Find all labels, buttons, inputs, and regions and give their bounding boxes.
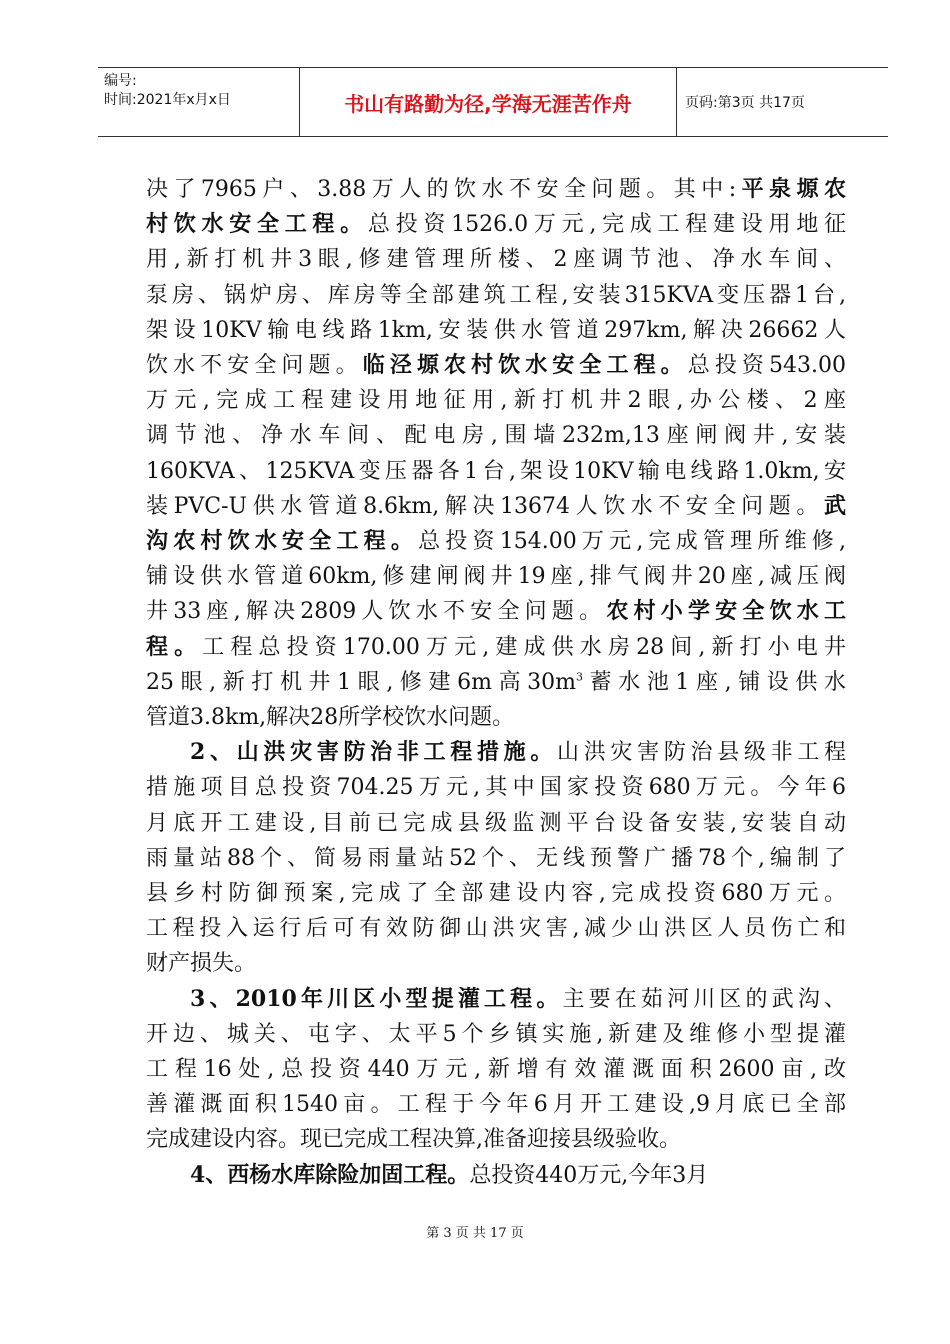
body-text-segment: 调节池、净水车间、配电房,围墙232m,13座闸阀井,安装: [146, 423, 846, 449]
body-text-segment: 完成建设内容。现已完成工程决算,准备迎接县级验收。: [146, 1127, 681, 1153]
bold-heading-text: 农村小学安全饮水工: [606, 598, 846, 625]
text-line: [146, 946, 846, 981]
body-text-segment: 用,新打机井3眼,修建管理所楼、2座调节池、净水车间、: [146, 247, 846, 273]
text-line: [146, 594, 846, 629]
text-line: [146, 278, 846, 313]
text-line: [146, 911, 846, 946]
body-text-segment: 主要在茹河川区的武沟、: [562, 986, 846, 1012]
text-line: [146, 1122, 846, 1157]
body-text-segment: 工程16处,总投资440万元,新增有效灌溉面积2600亩,改: [146, 1057, 846, 1083]
text-line: [146, 313, 846, 348]
body-text-segment: 总投资543.00: [687, 353, 846, 379]
bold-heading-text: 沟农村饮水安全工程。: [146, 528, 419, 555]
time-label: 时间:2021年x月x日: [104, 92, 231, 108]
text-line: [146, 841, 846, 876]
body-text-segment: 管道3.8km,解决28所学校饮水问题。: [146, 705, 515, 731]
text-line: [146, 1052, 846, 1087]
body-text-segment: 工程投入运行后可有效防御山洪灾害,减少山洪区人员伤亡和: [146, 916, 846, 942]
bold-heading-text: 临泾塬农村饮水安全工程。: [362, 352, 688, 379]
page-header: [98, 67, 888, 137]
bold-heading-text: 武: [823, 492, 846, 519]
body-text-segment: 泵房、锅炉房、库房等全部建筑工程,安装315KVA变压器1台,: [146, 282, 846, 308]
bold-heading-text: 4、西杨水库除险加固工程。: [190, 1161, 470, 1188]
text-line: [146, 982, 846, 1017]
body-text-segment: 月底开工建设,目前已完成县级监测平台设备安装,安装自动: [146, 810, 846, 836]
bold-heading-text: 程。: [146, 633, 203, 660]
body-text-segment: 蓄水池1座,铺设供水: [583, 669, 846, 695]
bold-heading-text: 村饮水安全工程。: [146, 211, 368, 238]
text-line: [146, 489, 846, 524]
text-line: [146, 418, 846, 453]
text-line: [146, 735, 846, 770]
body-text-segment: 3: [576, 670, 584, 684]
text-line: [146, 665, 846, 700]
text-line: [146, 454, 846, 489]
text-line: [146, 348, 846, 383]
text-line: [146, 1158, 846, 1193]
body-text-segment: 万元,完成工程建设用地征用,新打机井2眼,办公楼、2座: [146, 388, 846, 414]
body-text-segment: 措施项目总投资704.25万元,其中国家投资680万元。今年6: [146, 775, 846, 801]
text-line: [146, 207, 846, 242]
serial-label: 编号:: [104, 73, 137, 89]
bold-heading-text: 3、2010年川区小型提灌工程。: [190, 985, 563, 1012]
body-text-segment: 160KVA、125KVA变压器各1台,架设10KV输电线路1.0km,安: [146, 458, 846, 484]
bold-heading-text: 2、山洪灾害防治非工程措施。: [190, 739, 558, 766]
body-text-segment: 开边、城关、屯字、太平5个乡镇实施,新建及维修小型提灌: [146, 1021, 846, 1047]
text-line: [146, 242, 846, 277]
text-line: [146, 172, 846, 207]
body-text-segment: 县乡村防御预案,完成了全部建设内容,完成投资680万元。: [146, 881, 846, 907]
body-text-segment: 25眼,新打机井1眼,修建6m高30m: [146, 669, 577, 695]
text-line: [146, 524, 846, 559]
page-footer: 第 3 页 共 17 页: [426, 1226, 524, 1241]
text-line: [146, 876, 846, 911]
body-text-segment: 工程总投资170.00万元,建成供水房28间,新打小电井: [202, 634, 846, 660]
body-text-segment: 铺设供水管道60km,修建闸阀井19座,排气阀井20座,减压阀: [146, 564, 846, 590]
text-line: [146, 806, 846, 841]
body-text-segment: 架设10KV输电线路1km,安装供水管道297km,解决26662人: [146, 317, 846, 343]
body-text-segment: 总投资154.00万元,完成管理所维修,: [418, 529, 846, 555]
body-text-segment: 财产损失。: [146, 951, 257, 977]
body-text-segment: 山洪灾害防治县级非工程: [557, 740, 846, 766]
body-text-segment: 总投资440万元,今年3月: [469, 1162, 709, 1188]
text-line: [146, 383, 846, 418]
text-line: [146, 1017, 846, 1052]
header-meta: [98, 68, 300, 136]
body-text-segment: 决了7965户、3.88万人的饮水不安全问题。其中:: [146, 177, 737, 202]
header-motto: 书山有路勤为径,学海无涯苦作舟: [300, 68, 677, 136]
body-text-segment: 总投资1526.0万元,完成工程建设用地征: [367, 212, 846, 238]
header-page-info: 页码:第3页 共17页: [685, 95, 805, 111]
text-line: [146, 559, 846, 594]
text-line: [146, 630, 846, 665]
body-text-segment: 善灌溉面积1540亩。工程于今年6月开工建设,9月底已全部: [146, 1092, 846, 1118]
body-text-segment: 井33座,解决2809人饮水不安全问题。: [146, 599, 607, 625]
body-text-segment: 雨量站88个、简易雨量站52个、无线预警广播78个,编制了: [146, 845, 846, 871]
text-line: [146, 1087, 846, 1122]
bold-heading-text: 平泉塬农: [736, 176, 846, 202]
document-body: [146, 172, 846, 1193]
body-text-segment: 饮水不安全问题。: [146, 353, 363, 379]
text-line: [146, 700, 846, 735]
text-line: [146, 770, 846, 805]
body-text-segment: 装PVC-U供水管道8.6km,解决13674人饮水不安全问题。: [146, 493, 824, 519]
